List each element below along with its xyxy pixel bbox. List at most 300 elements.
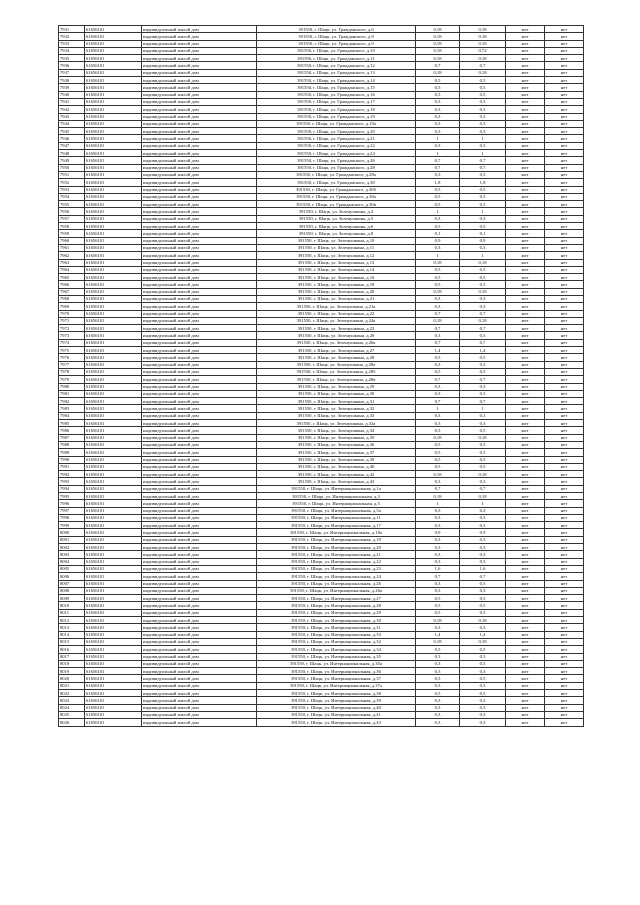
value-b-cell: 1,4 [460, 631, 506, 638]
object-type-cell: индивидуальный жилой дом [142, 675, 257, 682]
status-a-cell: жет [506, 339, 545, 346]
status-a-cell: жет [506, 500, 545, 507]
value-b-cell: 0,7 [460, 157, 506, 164]
status-b-cell: нет [545, 376, 584, 383]
table-row [59, 252, 584, 259]
value-b-cell: 0,18 [460, 493, 506, 500]
address-cell: 391550, г. Шацк, ул. Гражданского, д.28а [257, 171, 416, 178]
table-row [59, 390, 584, 397]
status-b-cell: нет [545, 47, 584, 54]
value-a-cell: 0,18 [416, 617, 460, 624]
oktmo-cell: 61656101 [85, 135, 142, 142]
oktmo-cell: 61656101 [85, 26, 142, 33]
status-a-cell: жет [506, 274, 545, 281]
row-number-cell: 7983 [59, 405, 85, 412]
oktmo-cell: 61656101 [85, 500, 142, 507]
status-a-cell: жет [506, 463, 545, 470]
value-b-cell: 0,5 [460, 186, 506, 193]
status-a-cell: жет [506, 514, 545, 521]
value-a-cell: 0,3 [416, 390, 460, 397]
value-b-cell: 0,18 [460, 288, 506, 295]
address-cell: 391550, г. Шацк, ул. Зеленушкина, д.36 [257, 441, 416, 448]
address-cell: 391550, г. Шацк, ул. Интернациональная, д.1а [257, 485, 416, 492]
object-type-cell: индивидуальный жилой дом [142, 653, 257, 660]
value-a-cell: 0,9 [416, 529, 460, 536]
object-type-cell: индивидуальный жилой дом [142, 339, 257, 346]
oktmo-cell: 61656101 [85, 405, 142, 412]
value-a-cell: 0,3 [416, 624, 460, 631]
address-cell: 391550, г. Шацк, ул. Зеленушкина, д.5 [257, 215, 416, 222]
status-b-cell: нет [545, 128, 584, 135]
status-a-cell: жет [506, 638, 545, 645]
table-row [59, 135, 584, 142]
object-type-cell: индивидуальный жилой дом [142, 449, 257, 456]
value-a-cell: 0,3 [416, 244, 460, 251]
oktmo-cell: 61656101 [85, 558, 142, 565]
row-number-cell: 8017 [59, 653, 85, 660]
status-a-cell: жет [506, 485, 545, 492]
oktmo-cell: 61656101 [85, 230, 142, 237]
object-type-cell: индивидуальный жилой дом [142, 142, 257, 149]
row-number-cell: 7962 [59, 252, 85, 259]
oktmo-cell: 61656101 [85, 244, 142, 251]
status-b-cell: нет [545, 295, 584, 302]
object-type-cell: индивидуальный жилой дом [142, 208, 257, 215]
oktmo-cell: 61656101 [85, 325, 142, 332]
object-type-cell: индивидуальный жилой дом [142, 361, 257, 368]
object-type-cell: индивидуальный жилой дом [142, 288, 257, 295]
status-a-cell: жет [506, 237, 545, 244]
value-b-cell: 0,5 [460, 274, 506, 281]
oktmo-cell: 61656101 [85, 536, 142, 543]
address-cell: 391550, г. Шацк, ул. Гражданского, д.20 [257, 128, 416, 135]
table-row [59, 675, 584, 682]
address-cell: 391550, г. Шацк, ул. Зеленушкина, д.8 [257, 230, 416, 237]
row-number-cell: 7985 [59, 420, 85, 427]
row-number-cell: 7949 [59, 157, 85, 164]
oktmo-cell: 61656101 [85, 420, 142, 427]
oktmo-cell: 61656101 [85, 390, 142, 397]
value-a-cell: 0,5 [416, 274, 460, 281]
value-b-cell: 0,7 [460, 573, 506, 580]
oktmo-cell: 61656101 [85, 551, 142, 558]
value-a-cell: 0,5 [416, 463, 460, 470]
address-cell: 391550, г. Шацк, ул. Зеленушкина, д.37 [257, 449, 416, 456]
status-b-cell: нет [545, 675, 584, 682]
status-a-cell: жет [506, 383, 545, 390]
value-b-cell: 0,5 [460, 368, 506, 375]
address-cell: 391550, г. Шацк, ул. Зеленушкина, д.10 [257, 237, 416, 244]
status-a-cell: жет [506, 303, 545, 310]
status-a-cell: жет [506, 668, 545, 675]
row-number-cell: 7937 [59, 69, 85, 76]
object-type-cell: индивидуальный жилой дом [142, 529, 257, 536]
oktmo-cell: 61656101 [85, 208, 142, 215]
status-b-cell: нет [545, 325, 584, 332]
status-b-cell: нет [545, 412, 584, 419]
address-cell: 391550, г. Шацк, ул. Зеленушкина, д.33 [257, 412, 416, 419]
row-number-cell: 8013 [59, 624, 85, 631]
object-type-cell: индивидуальный жилой дом [142, 493, 257, 500]
oktmo-cell: 61656101 [85, 186, 142, 193]
value-a-cell: 1 [416, 405, 460, 412]
value-b-cell: 0,3 [460, 171, 506, 178]
value-a-cell: 0,5 [416, 266, 460, 273]
value-a-cell: 0,5 [416, 456, 460, 463]
object-type-cell: индивидуальный жилой дом [142, 310, 257, 317]
value-a-cell: 0,18 [416, 493, 460, 500]
table-row [59, 244, 584, 251]
value-b-cell: 0,3 [460, 383, 506, 390]
table-row [59, 142, 584, 149]
status-b-cell: нет [545, 150, 584, 157]
housing-table [58, 25, 584, 727]
table-row [59, 266, 584, 273]
address-cell: 391550, г. Шацк, ул. Гражданского, д.28 [257, 164, 416, 171]
table-row [59, 215, 584, 222]
value-b-cell: 0,3 [460, 587, 506, 594]
object-type-cell: индивидуальный жилой дом [142, 412, 257, 419]
address-cell: 391550, г. Шацк, ул. Зеленушкина, д.14 [257, 266, 416, 273]
value-b-cell: 1 [460, 208, 506, 215]
value-a-cell: 0,5 [416, 609, 460, 616]
oktmo-cell: 61656101 [85, 142, 142, 149]
status-a-cell: жет [506, 427, 545, 434]
address-cell: 391550, г. Шацк, ул. Зеленушкина, д.12 [257, 252, 416, 259]
status-b-cell: нет [545, 339, 584, 346]
status-b-cell: нет [545, 62, 584, 69]
status-a-cell: жет [506, 150, 545, 157]
status-b-cell: нет [545, 186, 584, 193]
value-b-cell: 0,3 [460, 244, 506, 251]
row-number-cell: 7988 [59, 441, 85, 448]
row-number-cell: 7974 [59, 339, 85, 346]
status-b-cell: нет [545, 98, 584, 105]
table-row [59, 69, 584, 76]
value-b-cell: 0,18 [460, 259, 506, 266]
table-row [59, 602, 584, 609]
table-row [59, 522, 584, 529]
value-a-cell: 0,3 [416, 660, 460, 667]
row-number-cell: 7953 [59, 186, 85, 193]
address-cell: 391550, г. Шацк, ул. Интернациональная, д.11 [257, 514, 416, 521]
value-a-cell: 1,4 [416, 347, 460, 354]
row-number-cell: 7989 [59, 449, 85, 456]
object-type-cell: индивидуальный жилой дом [142, 544, 257, 551]
value-b-cell: 0,3 [460, 507, 506, 514]
status-a-cell: жет [506, 565, 545, 572]
object-type-cell: индивидуальный жилой дом [142, 193, 257, 200]
value-b-cell: 0,5 [460, 193, 506, 200]
row-number-cell: 7987 [59, 434, 85, 441]
status-a-cell: жет [506, 252, 545, 259]
row-number-cell: 7982 [59, 398, 85, 405]
value-a-cell: 0,7 [416, 157, 460, 164]
status-a-cell: жет [506, 660, 545, 667]
status-b-cell: нет [545, 55, 584, 62]
oktmo-cell: 61656101 [85, 529, 142, 536]
address-cell: 391550, г. Шацк, ул. Интернациональная, д.5 [257, 500, 416, 507]
row-number-cell: 7998 [59, 514, 85, 521]
oktmo-cell: 61656101 [85, 223, 142, 230]
value-a-cell: 0,3 [416, 383, 460, 390]
oktmo-cell: 61656101 [85, 434, 142, 441]
address-cell: 391550, г. Шацк, ул. Гражданского, д.15 [257, 84, 416, 91]
table-row [59, 171, 584, 178]
object-type-cell: индивидуальный жилой дом [142, 325, 257, 332]
object-type-cell: индивидуальный жилой дом [142, 383, 257, 390]
status-b-cell: нет [545, 142, 584, 149]
value-b-cell: 0,3 [460, 361, 506, 368]
status-b-cell: нет [545, 595, 584, 602]
status-a-cell: жет [506, 317, 545, 324]
value-b-cell: 0,5 [460, 84, 506, 91]
table-row [59, 660, 584, 667]
object-type-cell: индивидуальный жилой дом [142, 587, 257, 594]
value-b-cell: 1 [460, 405, 506, 412]
row-number-cell: 8020 [59, 675, 85, 682]
oktmo-cell: 61656101 [85, 376, 142, 383]
value-b-cell: 0,3 [460, 295, 506, 302]
status-b-cell: нет [545, 551, 584, 558]
oktmo-cell: 61656101 [85, 339, 142, 346]
status-b-cell: нет [545, 215, 584, 222]
status-a-cell: жет [506, 551, 545, 558]
address-cell: 391550, г. Шацк, ул. Зеленушкина, д.40 [257, 463, 416, 470]
row-number-cell: 7977 [59, 361, 85, 368]
oktmo-cell: 61656101 [85, 507, 142, 514]
status-a-cell: жет [506, 193, 545, 200]
value-a-cell: 0,7 [416, 62, 460, 69]
table-row [59, 281, 584, 288]
object-type-cell: индивидуальный жилой дом [142, 120, 257, 127]
table-row [59, 368, 584, 375]
oktmo-cell: 61656101 [85, 609, 142, 616]
value-a-cell: 0,18 [416, 55, 460, 62]
status-b-cell: нет [545, 441, 584, 448]
address-cell: 391550, г. Шацк, ул. Зеленушкина, д.32 [257, 405, 416, 412]
object-type-cell: индивидуальный жилой дом [142, 500, 257, 507]
value-a-cell: 0,3 [416, 514, 460, 521]
status-b-cell: нет [545, 383, 584, 390]
table-row [59, 609, 584, 616]
status-a-cell: жет [506, 128, 545, 135]
status-b-cell: нет [545, 310, 584, 317]
status-a-cell: жет [506, 259, 545, 266]
value-a-cell: 0,18 [416, 40, 460, 47]
value-a-cell: 0,5 [416, 201, 460, 208]
value-b-cell: 1 [460, 135, 506, 142]
address-cell: 391550, г. Шацк, ул. Зеленушкина, д.42 [257, 471, 416, 478]
table-row [59, 98, 584, 105]
address-cell: 391550, г. Шацк, ул. Зеленушкина, д.34 [257, 427, 416, 434]
status-b-cell: нет [545, 646, 584, 653]
status-a-cell: жет [506, 719, 545, 726]
value-a-cell: 0,5 [416, 675, 460, 682]
table-row [59, 26, 584, 33]
address-cell: 391550, г. Шацк, ул. Гражданского, д.9 [257, 40, 416, 47]
status-a-cell: жет [506, 441, 545, 448]
oktmo-cell: 61656101 [85, 668, 142, 675]
row-number-cell: 7973 [59, 332, 85, 339]
table-row [59, 208, 584, 215]
value-b-cell: 0,7 [460, 62, 506, 69]
address-cell: 391550, г. Шацк, ул. Гражданского, д.13 [257, 69, 416, 76]
value-b-cell: 1,6 [460, 565, 506, 572]
status-b-cell: нет [545, 193, 584, 200]
table-row [59, 164, 584, 171]
address-cell: 391550, г. Шацк, ул. Гражданского, д.14 [257, 77, 416, 84]
address-cell: 391550, г. Шацк, ул. Зеленушкина, д.18 [257, 281, 416, 288]
address-cell: 391550, г. Шацк, ул. Зеленушкина, д.39 [257, 456, 416, 463]
status-b-cell: нет [545, 157, 584, 164]
table-row [59, 383, 584, 390]
table-row [59, 62, 584, 69]
oktmo-cell: 61656101 [85, 281, 142, 288]
status-a-cell: жет [506, 266, 545, 273]
oktmo-cell: 61656101 [85, 150, 142, 157]
address-cell: 391550, г. Шацк, ул. Зеленушкина, д.20 [257, 288, 416, 295]
object-type-cell: индивидуальный жилой дом [142, 295, 257, 302]
status-b-cell: нет [545, 69, 584, 76]
value-a-cell: 0,3 [416, 536, 460, 543]
value-a-cell: 0,3 [416, 215, 460, 222]
status-b-cell: нет [545, 500, 584, 507]
object-type-cell: индивидуальный жилой дом [142, 595, 257, 602]
row-number-cell: 7945 [59, 128, 85, 135]
value-b-cell: 1,8 [460, 179, 506, 186]
status-b-cell: нет [545, 522, 584, 529]
oktmo-cell: 61656101 [85, 697, 142, 704]
value-b-cell: 0,5 [460, 646, 506, 653]
status-a-cell: жет [506, 113, 545, 120]
address-cell: 391550, г. Шацк, ул. Гражданского, д.24 [257, 150, 416, 157]
value-b-cell: 0,3 [460, 711, 506, 718]
object-type-cell: индивидуальный жилой дом [142, 565, 257, 572]
status-b-cell: нет [545, 361, 584, 368]
status-a-cell: жет [506, 164, 545, 171]
oktmo-cell: 61656101 [85, 653, 142, 660]
value-a-cell: 0,18 [416, 317, 460, 324]
table-row [59, 500, 584, 507]
value-a-cell: 0,5 [416, 427, 460, 434]
value-b-cell: 0,3 [460, 580, 506, 587]
status-a-cell: жет [506, 711, 545, 718]
row-number-cell: 8025 [59, 711, 85, 718]
value-a-cell: 0,3 [416, 668, 460, 675]
status-a-cell: жет [506, 704, 545, 711]
status-a-cell: жет [506, 456, 545, 463]
address-cell: 391550, г. Шацк, ул. Зеленушкина, д.43 [257, 478, 416, 485]
value-b-cell: 0,3 [460, 514, 506, 521]
row-number-cell: 8023 [59, 697, 85, 704]
value-a-cell: 0,3 [416, 98, 460, 105]
table-row [59, 456, 584, 463]
table-row [59, 230, 584, 237]
table-row [59, 361, 584, 368]
status-a-cell: жет [506, 171, 545, 178]
oktmo-cell: 61656101 [85, 573, 142, 580]
object-type-cell: индивидуальный жилой дом [142, 463, 257, 470]
oktmo-cell: 61656101 [85, 646, 142, 653]
oktmo-cell: 61656101 [85, 631, 142, 638]
row-number-cell: 7980 [59, 383, 85, 390]
object-type-cell: индивидуальный жилой дом [142, 47, 257, 54]
table-row [59, 91, 584, 98]
value-a-cell: 1 [416, 252, 460, 259]
value-a-cell: 0,5 [416, 595, 460, 602]
oktmo-cell: 61656101 [85, 274, 142, 281]
row-number-cell: 7992 [59, 471, 85, 478]
object-type-cell: индивидуальный жилой дом [142, 62, 257, 69]
value-a-cell: 0,3 [416, 106, 460, 113]
table-row [59, 310, 584, 317]
row-number-cell: 7952 [59, 179, 85, 186]
value-b-cell: 0,3 [460, 668, 506, 675]
table-row [59, 668, 584, 675]
object-type-cell: индивидуальный жилой дом [142, 580, 257, 587]
value-b-cell: 0,3 [460, 128, 506, 135]
address-cell: 391550, г. Шацк, ул. Зеленушкина, д.35 [257, 434, 416, 441]
row-number-cell: 7941 [59, 98, 85, 105]
oktmo-cell: 61656101 [85, 128, 142, 135]
status-b-cell: нет [545, 624, 584, 631]
status-a-cell: жет [506, 120, 545, 127]
object-type-cell: индивидуальный жилой дом [142, 274, 257, 281]
status-a-cell: жет [506, 602, 545, 609]
table-row [59, 573, 584, 580]
address-cell: 391550, г. Шацк, ул. Интернациональная, д.39 [257, 697, 416, 704]
table-row [59, 536, 584, 543]
row-number-cell: 7942 [59, 106, 85, 113]
oktmo-cell: 61656101 [85, 252, 142, 259]
row-number-cell: 8008 [59, 587, 85, 594]
object-type-cell: индивидуальный жилой дом [142, 690, 257, 697]
row-number-cell: 8002 [59, 544, 85, 551]
address-cell: 391550, г. Шацк, ул. Зеленушкина, д.28 [257, 354, 416, 361]
value-a-cell: 0,3 [416, 128, 460, 135]
value-b-cell: 0,3 [460, 551, 506, 558]
value-a-cell: 0,7 [416, 164, 460, 171]
oktmo-cell: 61656101 [85, 471, 142, 478]
address-cell: 391550, г. Шацк, ул. Интернациональная, д.35 [257, 653, 416, 660]
address-cell: 391550, г. Шацк, ул. Гражданского, д.6 [257, 26, 416, 33]
row-number-cell: 7958 [59, 223, 85, 230]
oktmo-cell: 61656101 [85, 587, 142, 594]
oktmo-cell: 61656101 [85, 113, 142, 120]
value-b-cell: 0,5 [460, 91, 506, 98]
address-cell: 391550, г. Шацк, ул. Зеленушкина, д.33а [257, 420, 416, 427]
status-b-cell: нет [545, 347, 584, 354]
value-b-cell: 0,18 [460, 55, 506, 62]
table-row [59, 638, 584, 645]
object-type-cell: индивидуальный жилой дом [142, 646, 257, 653]
table-row [59, 77, 584, 84]
value-a-cell: 1,8 [416, 179, 460, 186]
row-number-cell: 7969 [59, 303, 85, 310]
row-number-cell: 7978 [59, 368, 85, 375]
object-type-cell: индивидуальный жилой дом [142, 697, 257, 704]
value-a-cell: 0,3 [416, 332, 460, 339]
row-number-cell: 7993 [59, 478, 85, 485]
row-number-cell: 8005 [59, 565, 85, 572]
status-a-cell: жет [506, 215, 545, 222]
value-b-cell: 0,3 [460, 522, 506, 529]
address-cell: 391550, г. Шацк, ул. Интернациональная, д.27 [257, 595, 416, 602]
status-a-cell: жет [506, 493, 545, 500]
table-row [59, 441, 584, 448]
oktmo-cell: 61656101 [85, 259, 142, 266]
